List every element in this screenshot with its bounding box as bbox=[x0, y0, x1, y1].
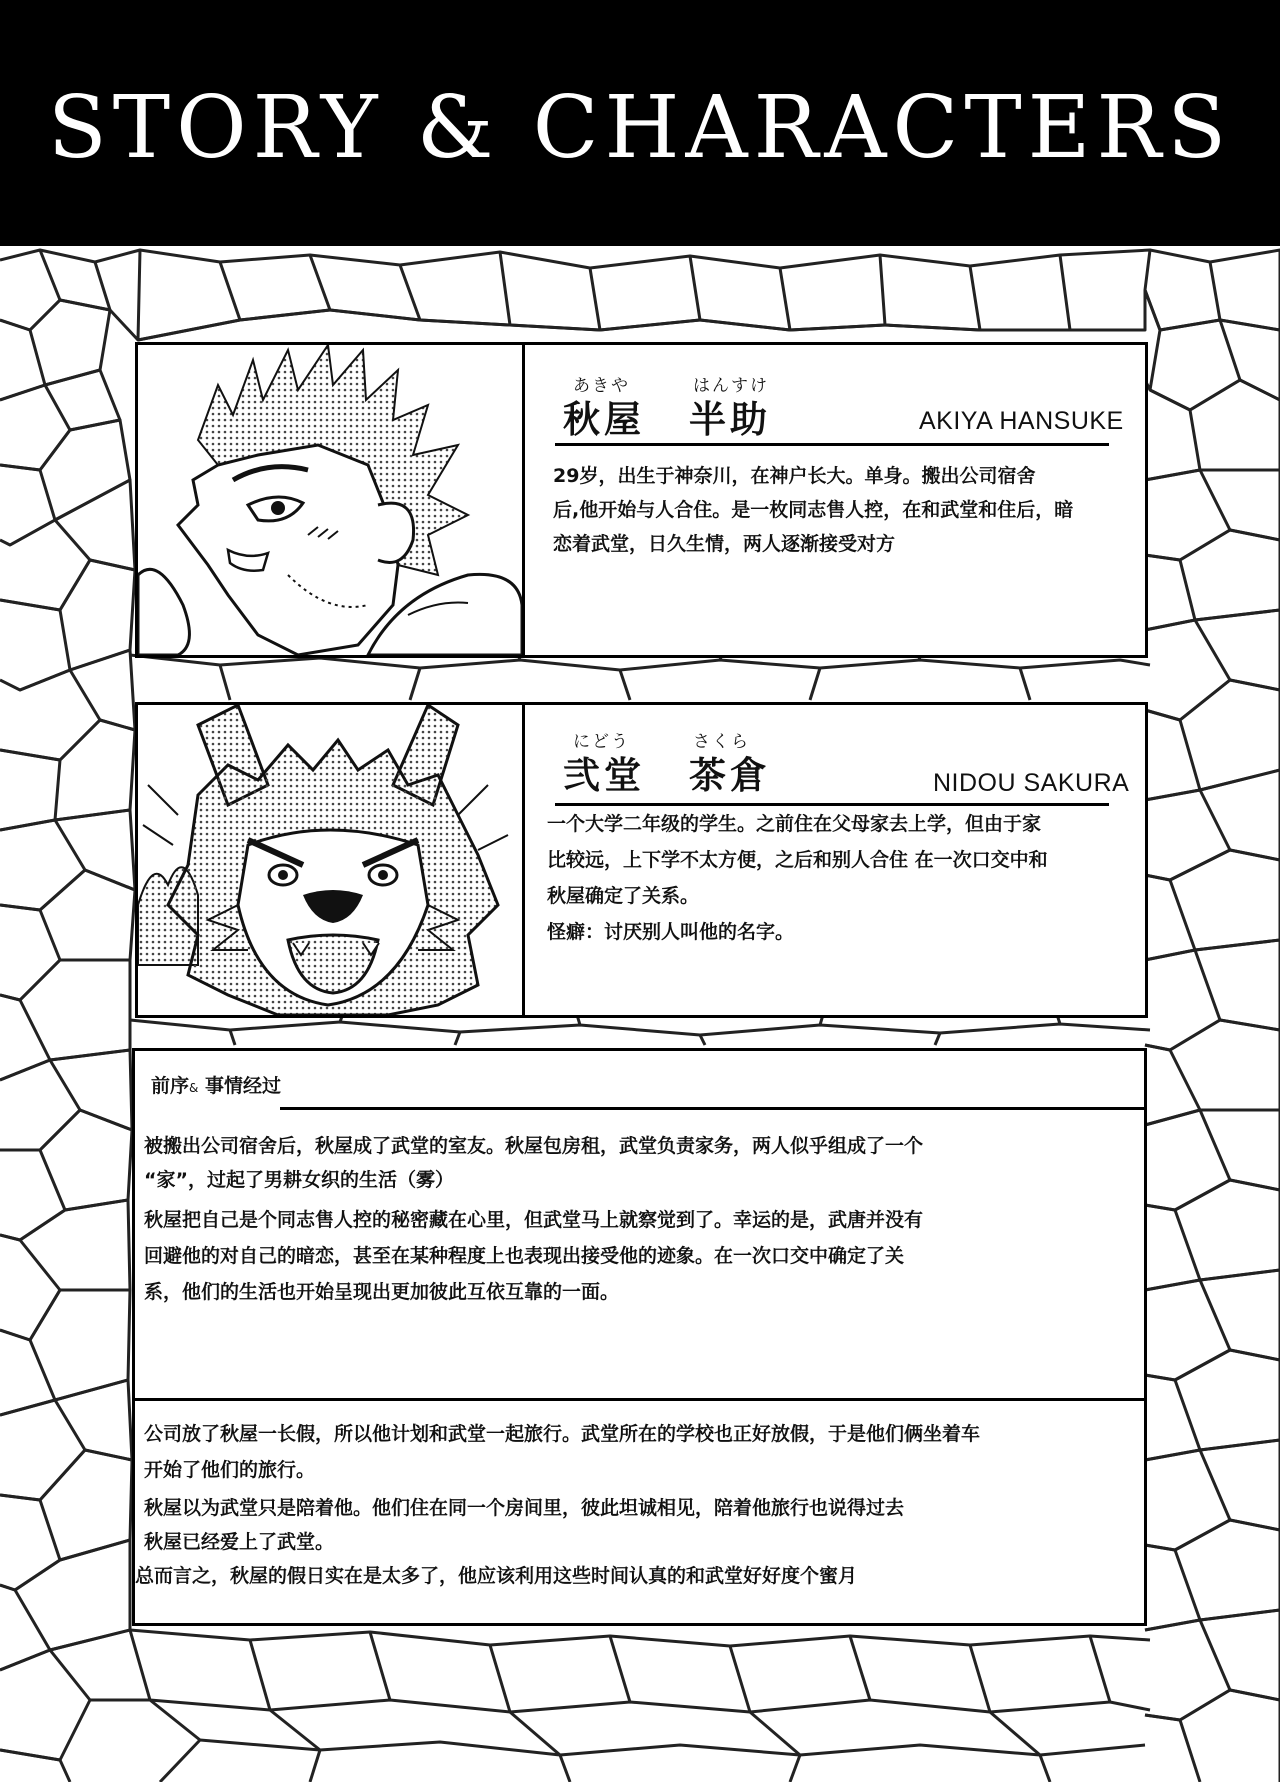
description-line: 29岁，出生于神奈川，在神户长大。单身。搬出公司宿舍 bbox=[553, 465, 1036, 487]
story-line: 秋屋以为武堂只是陪着他。他们住在同一个房间里，彼此坦诚相见，陪着他旅行也说得过去 bbox=[144, 1497, 905, 1519]
description-line: 秋屋确定了关系。 bbox=[547, 885, 700, 907]
kanji-given-name: 茶倉 bbox=[689, 754, 771, 797]
description-line: 一个大学二年级的学生。之前住在父母家去上学，但由于家 bbox=[547, 813, 1042, 835]
story-line: 回避他的对自己的暗恋，甚至在某种程度上也表现出接受他的迹象。在一次口交中确定了关 bbox=[144, 1245, 905, 1267]
story-box bbox=[132, 1048, 1147, 1626]
story-line: 系，他们的生活也开始呈现出更加彼此互依互靠的一面。 bbox=[144, 1281, 620, 1303]
character-portrait-nidou bbox=[138, 705, 525, 1015]
romaji-name: NIDOU SAKURA bbox=[933, 769, 1130, 797]
ruby-family-name: にどう bbox=[573, 732, 630, 752]
kanji-family-name: 秋屋 bbox=[563, 398, 645, 441]
section-divider bbox=[135, 1398, 1144, 1401]
character-card-akiya bbox=[135, 342, 1148, 658]
character-info-akiya bbox=[525, 345, 1145, 655]
name-underline bbox=[555, 803, 1109, 806]
story-line: “家”，过起了男耕女织的生活（雾） bbox=[144, 1169, 454, 1191]
story-heading-rest: 事情经过 bbox=[198, 1075, 281, 1097]
story-line: 总而言之，秋屋的假日实在是太多了，他应该利用这些时间认真的和武堂好好度个蜜月 bbox=[135, 1565, 858, 1587]
story-heading-main: 前序 bbox=[151, 1075, 190, 1097]
story-heading bbox=[151, 1071, 281, 1098]
kanji-given-name: 半助 bbox=[689, 398, 771, 441]
page-title: STORY & CHARACTERS bbox=[47, 78, 1233, 178]
character-card-nidou bbox=[135, 702, 1148, 1018]
description-line: 比较远，上下学不太方便，之后和别人合住 在一次口交中和 bbox=[547, 849, 1048, 871]
description-line: 恋着武堂，日久生情，两人逐渐接受对方 bbox=[553, 533, 896, 555]
ruby-given-name: はんすけ bbox=[693, 376, 769, 396]
description-line: 后,他开始与人合住。是一枚同志售人控，在和武堂和住后，暗 bbox=[553, 499, 1074, 521]
header-band bbox=[0, 0, 1280, 246]
ruby-family-name: あきや bbox=[573, 376, 630, 396]
story-line: 公司放了秋屋一长假，所以他计划和武堂一起旅行。武堂所在的学校也正好放假，于是他们俩坐着车 bbox=[144, 1423, 981, 1445]
character-portrait-akiya bbox=[138, 345, 525, 655]
ruby-given-name: さくら bbox=[693, 732, 750, 752]
story-line: 开始了他们的旅行。 bbox=[144, 1459, 316, 1481]
story-line: 秋屋已经爱上了武堂。 bbox=[144, 1531, 335, 1553]
character-info-nidou bbox=[525, 705, 1145, 1015]
romaji-name: AKIYA HANSUKE bbox=[919, 407, 1124, 435]
story-line: 被搬出公司宿舍后，秋屋成了武堂的室友。秋屋包房租，武堂负责家务，两人似乎组成了一个 bbox=[144, 1135, 924, 1157]
kanji-family-name: 弐堂 bbox=[563, 754, 645, 797]
story-line: 秋屋把自己是个同志售人控的秘密藏在心里，但武堂马上就察觉到了。幸运的是，武唐并没有 bbox=[144, 1209, 924, 1231]
description-line: 怪癖：讨厌别人叫他的名字。 bbox=[547, 921, 795, 943]
heading-divider bbox=[280, 1107, 1144, 1110]
story-heading-amp: & bbox=[189, 1081, 199, 1095]
name-underline bbox=[555, 443, 1109, 446]
